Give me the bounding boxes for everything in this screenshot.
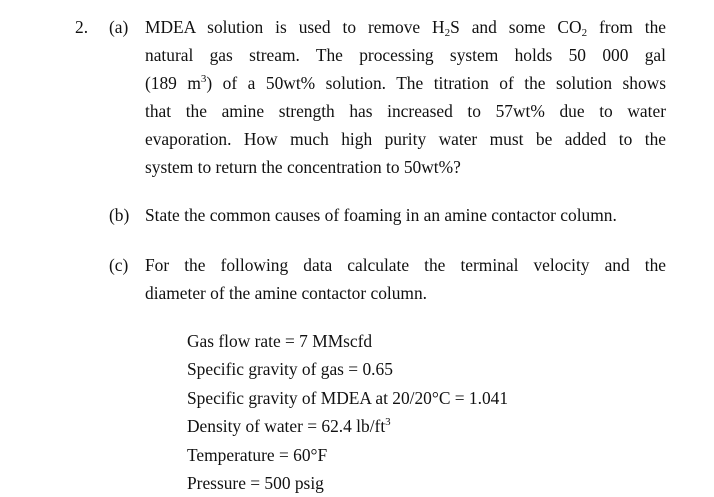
text-line: [145, 153, 666, 181]
part-c-text: [145, 251, 666, 307]
text-run: Temperature = 60°F: [187, 444, 328, 465]
text-run: ) of a 50wt% solution. The titration of the solution shows: [206, 73, 666, 93]
part-b-text: [145, 201, 666, 229]
subscript: 2: [444, 27, 451, 39]
part-c-data-list: [187, 327, 508, 497]
question-number: 2.: [75, 17, 89, 37]
text-run: For the following data calculate the terminal velocity and the: [145, 255, 666, 275]
text-run: S and some CO: [450, 17, 582, 37]
subscript: 2: [581, 27, 588, 39]
text-run: Pressure = 500 psig: [187, 472, 324, 493]
superscript: 3: [385, 416, 391, 429]
part-b-label: (b): [109, 205, 130, 225]
text-run: Density of water = 62.4 lb/ft: [187, 416, 386, 437]
text-line: [145, 251, 666, 279]
text-run: that the amine strength has increased to 57wt% due to water: [145, 101, 666, 121]
part-a-label: (a): [109, 17, 129, 37]
superscript: 3: [200, 73, 207, 85]
data-item: [187, 469, 508, 497]
text-line: [145, 97, 666, 125]
text-run: Gas flow rate = 7 MMscfd: [187, 331, 373, 351]
part-c-label: (c): [109, 255, 129, 275]
text-line: [145, 279, 666, 307]
data-item: [187, 441, 508, 469]
text-run: Specific gravity of MDEA at 20/20°C = 1.041: [187, 387, 509, 408]
text-line: [145, 41, 666, 69]
text-line: [145, 201, 666, 229]
text-line: [145, 125, 666, 153]
text-run: evaporation. How much high purity water must be added to the: [145, 129, 666, 149]
data-item: [187, 355, 508, 383]
text-run: diameter of the amine contactor column.: [145, 283, 428, 303]
text-run: from the: [587, 17, 666, 37]
text-run: (189 m: [145, 73, 201, 93]
data-item: [187, 384, 508, 412]
text-run: natural gas stream. The processing system holds 50 000 gal: [145, 45, 666, 65]
data-item: [187, 327, 508, 355]
data-item: [187, 412, 508, 440]
text-run: State the common causes of foaming in an amine contactor column.: [145, 205, 617, 225]
text-line: [145, 13, 666, 41]
text-line: [145, 69, 666, 97]
part-a-text: [145, 13, 666, 181]
text-run: system to return the concentration to 50wt%?: [145, 157, 461, 177]
text-run: MDEA solution is used to remove H: [145, 17, 445, 37]
text-run: Specific gravity of gas = 0.65: [187, 359, 393, 380]
